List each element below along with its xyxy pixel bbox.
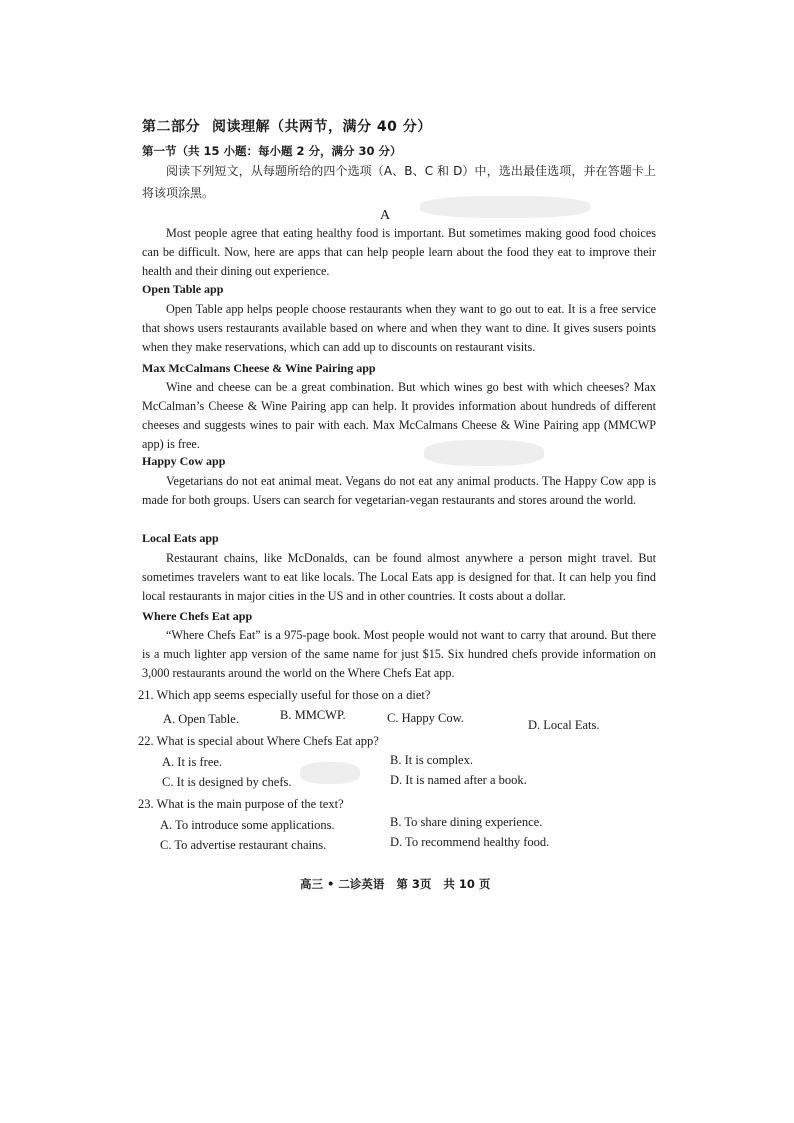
- question-number: 23.: [138, 797, 154, 811]
- question-stem: What is special about Where Chefs Eat app?: [156, 734, 379, 748]
- app-desc-where-chefs-eat: [142, 626, 656, 683]
- option-22-b: B. It is complex.: [390, 753, 473, 767]
- question-stem: Which app seems especially useful for those on a diet?: [156, 688, 431, 702]
- intro-paragraph: Most people agree that eating healthy food is important. But sometimes making good food choices can be difficult. Now, here are apps that can help people learn about the food they eat to improve their health and their dining out experience.: [142, 226, 656, 278]
- option-21-d: D. Local Eats.: [528, 718, 600, 732]
- section-header: [142, 116, 444, 136]
- option-23-c: C. To advertise restaurant chains.: [160, 838, 327, 852]
- app-paragraph: Open Table app helps people choose restaurants when they want to go out to eat. It is a free service that shows users restaurants available based on where and when they want to dine. It gives susers points when they make reservations, which can add up to discounts on restaurant visits.: [142, 302, 656, 354]
- section-title: 阅读理解（共两节，满分 40 分）: [212, 119, 432, 135]
- scan-smudge: [300, 762, 360, 784]
- app-desc-mmcwp: [142, 378, 656, 454]
- question-number: 21.: [138, 688, 154, 702]
- footer-exam: 高三 • 二诊英语: [300, 877, 385, 891]
- section-part: 第二部分: [142, 119, 200, 135]
- option-21-b: B. MMCWP.: [280, 708, 346, 722]
- question-stem: What is the main purpose of the text?: [156, 797, 344, 811]
- instruction-text: 阅读下列短文，从每题所给的四个选项（A、B、C 和 D）中，选出最佳选项，并在答题卡上将该项涂黑。: [142, 164, 656, 200]
- app-paragraph: “Where Chefs Eat” is a 975-page book. Most people would not want to carry that around. But there is a much lighter app version of the same name for just $15. Six hundred chefs provide information on 3,000 restaurants around the world on the Where Chefs Eat app.: [142, 628, 656, 680]
- page-footer: [300, 876, 498, 892]
- app-paragraph: Wine and cheese can be a great combination. But which wines go best with which cheeses? Max McCalman’s Cheese & Wine Pairing app can help. It provides information about hundreds of different cheeses and suggests wines to pair with each. Max McCalmans Cheese & Wine Pairing app (MMCWP app) is free.: [142, 380, 656, 451]
- footer-page: 第 3页: [396, 877, 432, 891]
- app-title-open-table: Open Table app: [142, 282, 224, 296]
- option-23-b: B. To share dining experience.: [390, 815, 543, 829]
- app-desc-open-table: [142, 300, 656, 357]
- question-22: [138, 734, 379, 749]
- option-22-d: D. It is named after a book.: [390, 773, 527, 787]
- footer-total: 共 10 页: [443, 877, 491, 891]
- app-title-mmcwp: Max McCalmans Cheese & Wine Pairing app: [142, 361, 376, 375]
- question-21: [138, 688, 430, 703]
- app-paragraph: Restaurant chains, like McDonalds, can be found almost anywhere a person might travel. But sometimes travelers want to eat like locals. The Local Eats app is designed for that. It can help you find local restaurants in major cities in the US and in other countries. It costs about a dollar.: [142, 551, 656, 603]
- app-desc-happy-cow: [142, 472, 656, 510]
- app-title-where-chefs-eat: Where Chefs Eat app: [142, 609, 253, 623]
- app-title-happy-cow: Happy Cow app: [142, 454, 226, 468]
- question-23: [138, 797, 344, 812]
- question-number: 22.: [138, 734, 154, 748]
- app-title-local-eats: Local Eats app: [142, 531, 219, 545]
- app-paragraph: Vegetarians do not eat animal meat. Vegans do not eat any animal products. The Happy Cow app is made for both groups. Users can search for vegetarian-vegan restaurants and stores around the world.: [142, 474, 656, 507]
- option-22-a: A. It is free.: [162, 755, 223, 769]
- app-desc-local-eats: [142, 549, 656, 606]
- option-23-d: D. To recommend healthy food.: [390, 835, 550, 849]
- option-22-c: C. It is designed by chefs.: [162, 775, 292, 789]
- option-21-c: C. Happy Cow.: [387, 711, 464, 725]
- option-23-a: A. To introduce some applications.: [160, 818, 335, 832]
- option-21-a: A. Open Table.: [163, 712, 239, 726]
- passage-letter: A: [380, 208, 391, 223]
- passage-intro: [142, 224, 656, 281]
- subsection-title: 第一节（共 15 小题：每小题 2 分，满分 30 分）: [142, 144, 402, 158]
